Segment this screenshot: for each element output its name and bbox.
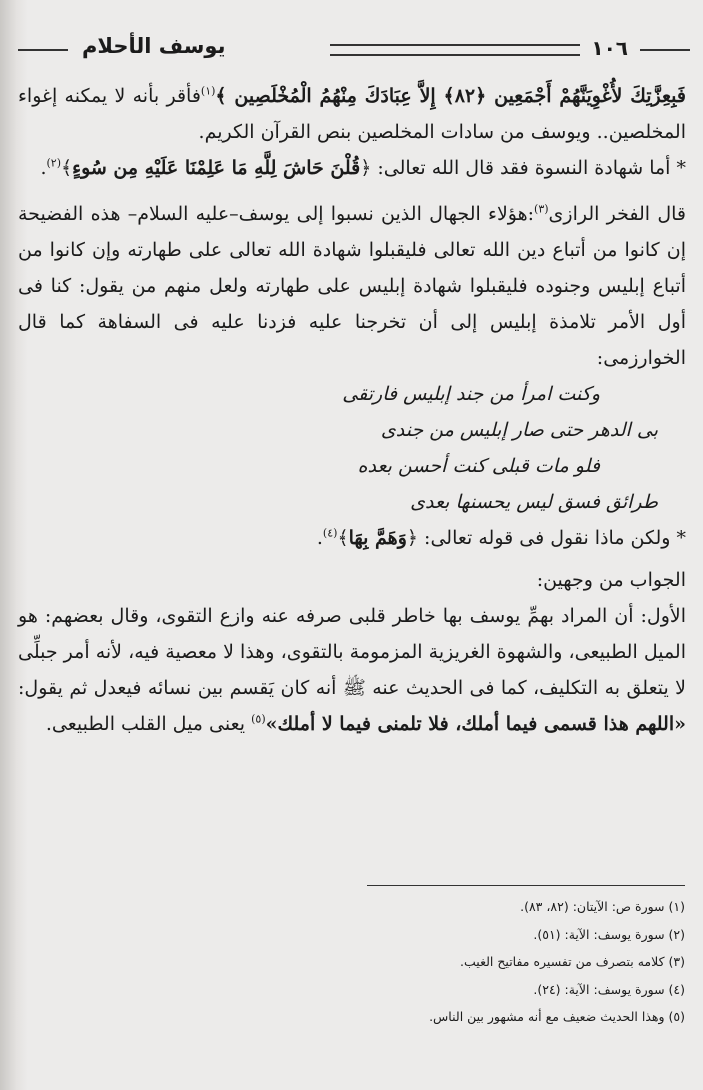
footnote-mark-2: (٢) (46, 156, 61, 170)
footnote-3: (٣) كلامه بتصرف من تفسيره مفاتيح الغيب. (460, 954, 685, 969)
page-header (18, 36, 690, 66)
paragraph-4-intro: * ولكن ماذا نقول فى قوله تعالى: ﴿ (406, 527, 686, 549)
footnote-mark-1: (١) (200, 84, 216, 98)
poem-verse-3: فلو مات قبلى كنت أحسن بعده (357, 455, 600, 477)
footnotes (45, 893, 685, 1031)
footnote-5: (٥) وهذا الحديث ضعيف مع أنه مشهور بين الناس. (429, 1009, 685, 1024)
running-title: يوسف الأحلام (82, 34, 226, 58)
footnote-1: (١) سورة ص: الآيتان: (٨٢، ٨٣). (520, 899, 685, 914)
header-double-rule (330, 44, 580, 56)
author-name: قال الفخر الرازى (548, 203, 686, 225)
quran-quote-1: فَبِعِزَّتِكَ لأُغْوِيَنَّهُمْ أَجْمَعِين ﴿٨٢﴾ إِلاَّ عِبَادَكَ مِنْهُمُ الْمُخْلَصِين ﴾ (215, 85, 686, 107)
footnote-separator (367, 885, 685, 886)
paragraph-1-text: فأقر بأنه لا يمكنه إغواء المخلصين.. ويوسف من سادات المخلصين بنص القرآن الكريم. (18, 85, 686, 143)
paragraph-6-text: الأول: أن المراد بهمِّ يوسف بها خاطر قلبى صرفه عنه وازع التقوى، وقال بعضهم: هو الميل الطبيعى، والشهوة الغريزية المزمومة بالتقوى، وهذا لا معصية فيه، لأنه أمر جبلِّى لا يتعلق به التكليف، كما فى الحديث عنه ﷺ أنه كان يَقسم بين نسائه فيعدل ثم يقول: (18, 605, 686, 699)
paragraph-6-end: يعنى ميل القلب الطبيعى. (45, 713, 252, 735)
quote-close-4: ﴾ (337, 527, 349, 549)
quran-quote-2: قُلْنَ حَاشَ لِلَّهِ مَا عَلِمْنَا عَلَيْهِ مِن سُوءٍ (72, 157, 361, 179)
footnote-mark-3: (٣) (534, 202, 549, 216)
footnote-2: (٢) سورة يوسف: الآية: (٥١). (533, 926, 685, 942)
poem-verse-1: وكنت امرأ من جند إبليس فارتقى (342, 383, 600, 405)
quran-quote-3: وَهَمَّ بِهَا (348, 527, 407, 549)
page-number: ١٠٦ (591, 36, 628, 60)
answer-heading: الجواب من وجهين: (536, 569, 686, 591)
poem-verse-4: طرائق فسق ليس يحسنها بعدى (410, 491, 658, 513)
paragraph-3 (18, 196, 686, 376)
header-rule-right (640, 49, 690, 51)
footnote-mark-5: (٥) (251, 712, 266, 726)
paragraph-5 (18, 562, 686, 598)
paragraph-2-intro: * أما شهادة النسوة فقد قال الله تعالى: ﴿ (360, 157, 686, 179)
footnote-4: (٤) سورة يوسف: الآية: (٢٤). (533, 981, 685, 997)
paragraph-2: * أما شهادة النسوة فقد قال الله تعالى: ﴿قُلْنَ حَاشَ لِلَّهِ مَا عَلِمْنَا عَلَيْهِ مِن سُوءٍ﴾$^{(٢)}$. (40, 156, 686, 179)
quote-close-2: ﴾ (61, 157, 73, 179)
paragraph-6 (18, 598, 686, 742)
paragraph-1 (18, 78, 686, 150)
poem-verse-2: بى الدهر حتى صار إبليس من جندى (380, 419, 658, 441)
main-text (18, 78, 686, 742)
footnote-mark-4: (٤) (322, 526, 338, 540)
hadith-quote: «اللهم هذا قسمى فيما أملك، فلا تلمنى فيما لا أملك» (265, 713, 686, 735)
paragraph-3-text: :هؤلاء الجهال الذين نسبوا إلى يوسف–عليه السلام– هذه الفضيحة إن كانوا من أتباع دين الله تعالى فليقبلوا شهادة الله تعالى على طهارته وإن كانوا من أتباع إبليس وجنوده فليقبلوا شهادة إبليس على طهارته ولعل منهم من يقول: كنا فى أول الأمر تلامذة إبليس إلى أن تخرجنا عليه فزدنا عليه فى السفاهة كما قال الخوارزمى: (18, 203, 686, 369)
header-rule-left (18, 49, 68, 51)
paragraph-4: * ولكن ماذا نقول فى قوله تعالى: ﴿وَهَمَّ بِهَا﴾$^{(٤)}$. (316, 526, 686, 549)
